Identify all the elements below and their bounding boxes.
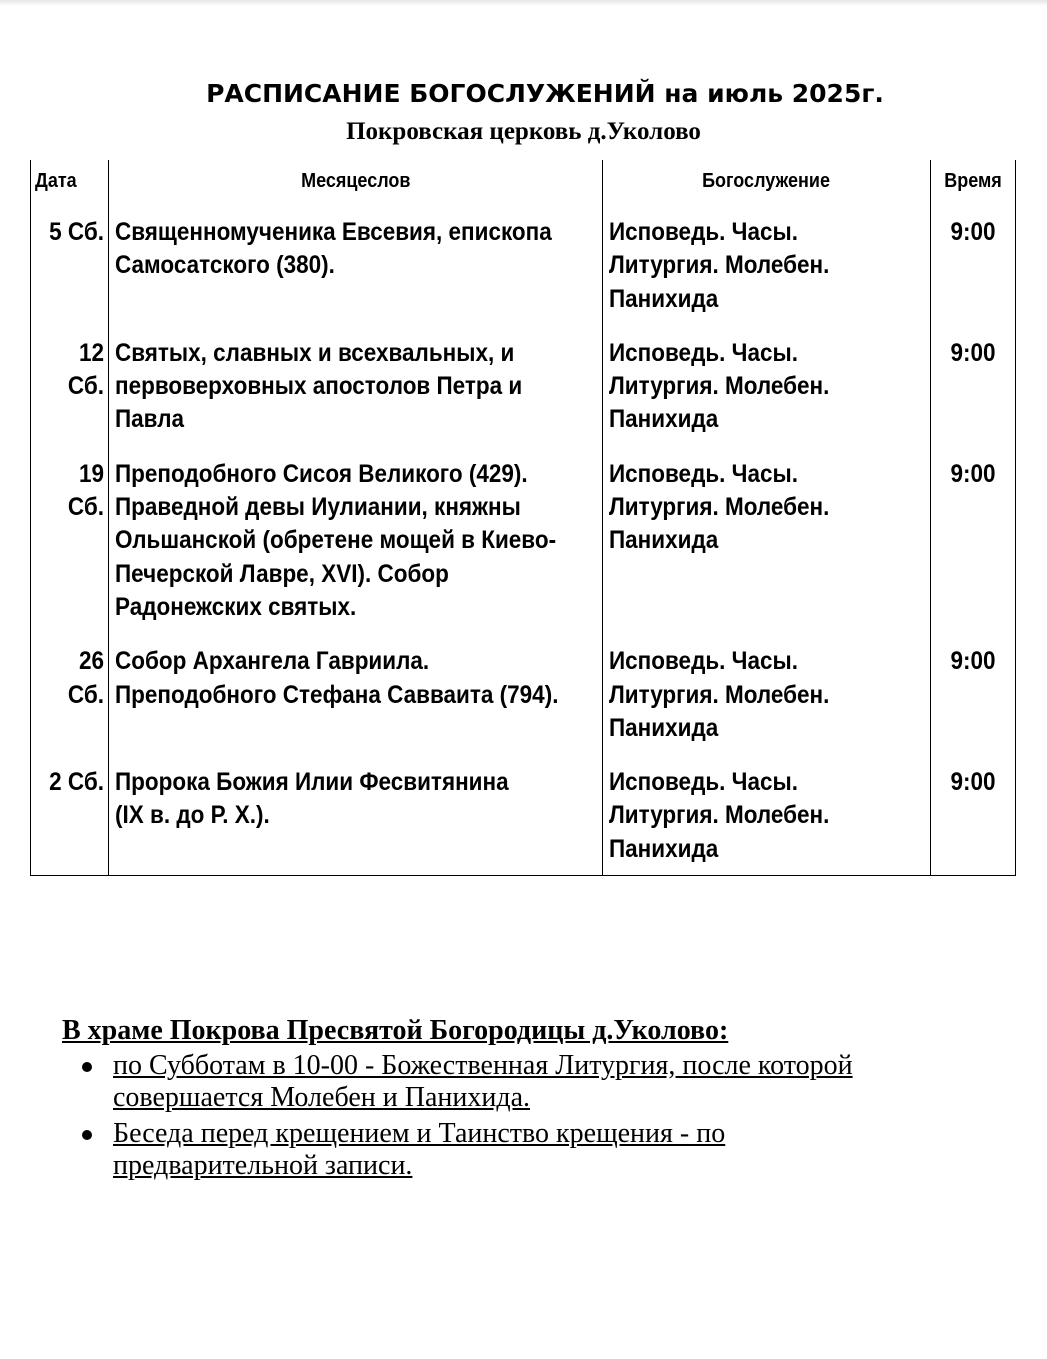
- table-header-row: [31, 160, 1016, 204]
- page-top-edge: [0, 0, 1047, 6]
- column-header-service: Богослужение: [603, 160, 931, 204]
- row-time: 9:00: [931, 204, 1016, 325]
- row-date: 12 Сб.: [31, 325, 109, 446]
- list-item: [62, 1118, 1002, 1182]
- row-saint: Святых, славных и всехвальных, и первоверховных апостолов Петра и Павла: [109, 325, 603, 446]
- church-name: Покровская церковь д.Уколово: [346, 118, 701, 145]
- table-row: [31, 204, 1016, 325]
- row-service: Исповедь. Часы. Литургия. Молебен. Панихида: [603, 754, 931, 875]
- page-title: РАСПИСАНИЕ БОГОСЛУЖЕНИЙ на июль 2025г.: [206, 79, 884, 108]
- column-header-date: Дата: [31, 160, 109, 204]
- table-row: [31, 446, 1016, 633]
- table-row: [31, 754, 1016, 875]
- notes-item-text: Беседа перед крещением и Таинство крещения - по предварительной записи.: [113, 1118, 726, 1181]
- row-time: 9:00: [931, 446, 1016, 633]
- column-header-saints: Месяцеслов: [109, 160, 603, 204]
- notes-title: В храме Покрова Пресвятой Богородицы д.Уколово:: [62, 1015, 729, 1046]
- column-header-time: Время: [931, 160, 1016, 204]
- row-date: 2 Сб.: [31, 754, 109, 875]
- row-time: 9:00: [931, 325, 1016, 446]
- row-saint: Преподобного Сисоя Великого (429). Праведной девы Иулиании, княжны Ольшанской (обретене мощей в Киево- Печерской Лавре, XVI). Собор Радонежских святых.: [109, 446, 603, 633]
- table-row: [31, 325, 1016, 446]
- row-service: Исповедь. Часы. Литургия. Молебен. Панихида: [603, 204, 931, 325]
- table-row: [31, 633, 1016, 754]
- row-time: 9:00: [931, 754, 1016, 875]
- bullet-icon: [82, 1062, 92, 1072]
- row-date: 19 Сб.: [31, 446, 109, 633]
- schedule-table: [30, 160, 1016, 876]
- row-saint: Собор Архангела Гавриила. Преподобного Стефана Савваита (794).: [109, 633, 603, 754]
- notes-list: [62, 1050, 1002, 1182]
- row-time: 9:00: [931, 633, 1016, 754]
- row-date: 26 Сб.: [31, 633, 109, 754]
- row-service: Исповедь. Часы. Литургия. Молебен. Панихида: [603, 633, 931, 754]
- row-date: 5 Сб.: [31, 204, 109, 325]
- bullet-icon: [82, 1130, 92, 1140]
- row-saint: Пророка Божия Илии Фесвитянина (IX в. до Р. Х.).: [109, 754, 603, 875]
- notes-section: [62, 1014, 1002, 1186]
- list-item: [62, 1050, 1002, 1114]
- row-service: Исповедь. Часы. Литургия. Молебен. Панихида: [603, 446, 931, 633]
- row-service: Исповедь. Часы. Литургия. Молебен. Панихида: [603, 325, 931, 446]
- notes-item-text: по Субботам в 10-00 - Божественная Литургия, после которой совершается Молебен и Панихида.: [113, 1050, 853, 1113]
- row-saint: Священномученика Евсевия, епископа Самосатского (380).: [109, 204, 603, 325]
